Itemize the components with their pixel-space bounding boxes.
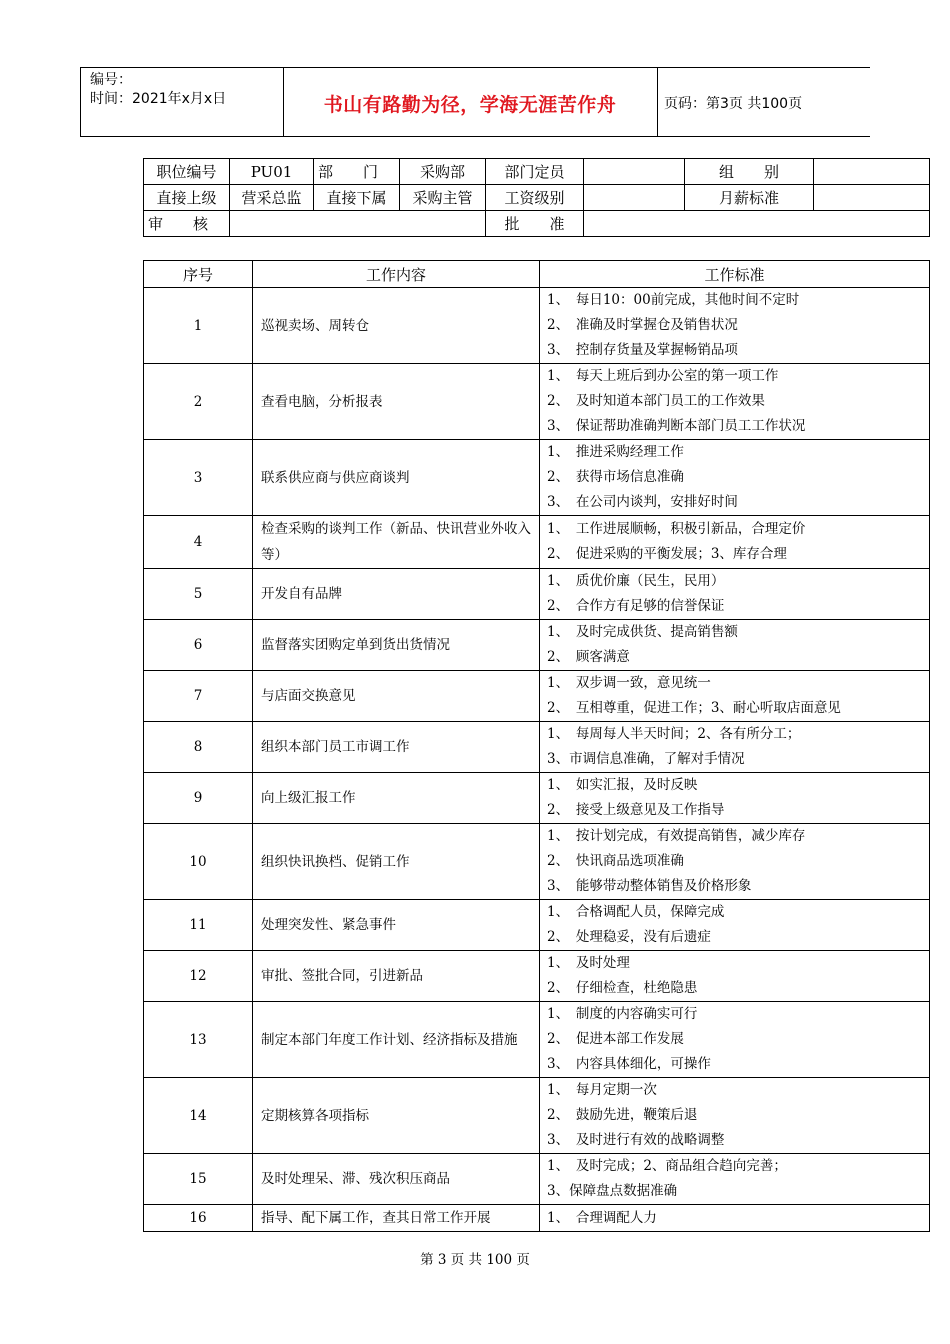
page-footer: 第 3 页 共 100 页	[420, 1252, 530, 1268]
header-code-label: 编号：	[90, 72, 132, 88]
row-number: 12	[144, 951, 253, 1002]
standard-line: 2、 互相尊重，促进工作；3、耐心听取店面意见	[547, 700, 841, 716]
standard-line: 3、保障盘点数据准确	[547, 1183, 678, 1199]
standard-line: 3、 控制存货量及掌握畅销品项	[547, 342, 738, 358]
row-standards	[540, 569, 930, 620]
row-number: 4	[144, 516, 253, 569]
row-number: 13	[144, 1002, 253, 1078]
row-content: 巡视卖场、周转仓	[253, 288, 540, 364]
row-standards	[540, 516, 930, 569]
table-row	[144, 671, 930, 722]
row-content: 联系供应商与供应商谈判	[253, 440, 540, 516]
table-header-row	[144, 261, 930, 288]
approve-label: 批 准	[486, 211, 584, 237]
row-content: 处理突发性、紧急事件	[253, 900, 540, 951]
info-row-2	[144, 185, 930, 211]
table-row	[144, 1205, 930, 1232]
row-content: 及时处理呆、滞、残次积压商品	[253, 1154, 540, 1205]
row-number: 3	[144, 440, 253, 516]
standard-line: 1、 及时完成；2、商品组合趋向完善；	[547, 1158, 787, 1174]
header-border-left	[80, 68, 81, 136]
row-content: 定期核算各项指标	[253, 1078, 540, 1154]
row-standards	[540, 1205, 930, 1232]
row-number: 8	[144, 722, 253, 773]
table-row	[144, 364, 930, 440]
row-standards	[540, 1154, 930, 1205]
row-standards	[540, 951, 930, 1002]
row-standards	[540, 671, 930, 722]
standard-line: 3、 及时进行有效的战略调整	[547, 1132, 725, 1148]
table-row	[144, 1078, 930, 1154]
headcount-value	[584, 159, 685, 185]
row-content: 制定本部门年度工作计划、经济指标及措施	[253, 1002, 540, 1078]
position-info-table	[143, 158, 930, 237]
standard-line: 3、市调信息准确，了解对手情况	[547, 751, 745, 767]
standard-line: 2、 鼓励先进，鞭策后退	[547, 1107, 698, 1123]
job-duties-table	[143, 260, 930, 1232]
table-body	[144, 288, 930, 1232]
row-number: 1	[144, 288, 253, 364]
subordinate-value: 采购主管	[400, 185, 486, 211]
standard-line: 2、 接受上级意见及工作指导	[547, 802, 725, 818]
position-code-value: PU01	[230, 159, 314, 185]
standard-line: 3、 能够带动整体销售及价格形象	[547, 878, 752, 894]
row-content: 组织本部门员工市调工作	[253, 722, 540, 773]
row-number: 11	[144, 900, 253, 951]
row-standards	[540, 773, 930, 824]
row-number: 9	[144, 773, 253, 824]
supervisor-value: 营采总监	[230, 185, 314, 211]
standard-line: 2、 处理稳妥，没有后遗症	[547, 929, 711, 945]
row-number: 5	[144, 569, 253, 620]
salary-grade-value	[584, 185, 685, 211]
info-row-3	[144, 211, 930, 237]
standard-line: 1、 双步调一致，意见统一	[547, 675, 711, 691]
row-number: 15	[144, 1154, 253, 1205]
column-header-no: 序号	[144, 261, 253, 288]
standard-line: 1、 合格调配人员，保障完成	[547, 904, 725, 920]
review-value	[230, 211, 486, 237]
headcount-label: 部门定员	[486, 159, 584, 185]
standard-line: 2、 促进采购的平衡发展；3、库存合理	[547, 546, 787, 562]
column-header-standard: 工作标准	[540, 261, 930, 288]
column-header-content: 工作内容	[253, 261, 540, 288]
header-divider-2	[657, 68, 658, 136]
info-row-1	[144, 159, 930, 185]
standard-line: 1、 每天上班后到办公室的第一项工作	[547, 368, 779, 384]
header-page-label: 页码：第3页 共100页	[664, 96, 803, 112]
header-meta	[90, 71, 226, 109]
table-row	[144, 951, 930, 1002]
row-number: 14	[144, 1078, 253, 1154]
monthly-salary-label: 月薪标准	[685, 185, 814, 211]
table-row	[144, 620, 930, 671]
standard-line: 3、 在公司内谈判，安排好时间	[547, 494, 738, 510]
row-content: 组织快讯换档、促销工作	[253, 824, 540, 900]
header-date-label: 时间：2021年x月x日	[90, 91, 227, 107]
table-row	[144, 773, 930, 824]
row-content: 检查采购的谈判工作（新品、快讯营业外收入等）	[253, 516, 540, 569]
standard-line: 3、 保证帮助准确判断本部门员工工作状况	[547, 418, 806, 434]
standard-line: 1、 每周每人半天时间；2、各有所分工；	[547, 726, 801, 742]
row-standards	[540, 288, 930, 364]
standard-line: 1、 推进采购经理工作	[547, 444, 684, 460]
row-number: 16	[144, 1205, 253, 1232]
approve-value	[584, 211, 930, 237]
standard-line: 1、 合理调配人力	[547, 1209, 657, 1226]
standard-line: 2、 顾客满意	[547, 649, 630, 665]
standard-line: 1、 按计划完成，有效提高销售，减少库存	[547, 828, 806, 844]
group-value	[814, 159, 930, 185]
row-content: 开发自有品牌	[253, 569, 540, 620]
standard-line: 2、 合作方有足够的信誉保证	[547, 598, 725, 614]
standard-line: 2、 及时知道本部门员工的工作效果	[547, 393, 765, 409]
row-content: 指导、配下属工作，查其日常工作开展	[253, 1205, 540, 1232]
row-standards	[540, 1002, 930, 1078]
header-motto: 书山有路勤为径，学海无涯苦作舟	[323, 94, 617, 116]
position-code-label: 职位编号	[144, 159, 230, 185]
standard-line: 1、 质优价廉（民生，民用）	[547, 573, 725, 589]
standard-line: 2、 获得市场信息准确	[547, 469, 684, 485]
subordinate-label: 直接下属	[314, 185, 400, 211]
standard-line: 1、 及时完成供货、提高销售额	[547, 624, 738, 640]
row-content: 与店面交换意见	[253, 671, 540, 722]
row-number: 7	[144, 671, 253, 722]
standard-line: 3、 内容具体细化，可操作	[547, 1056, 711, 1072]
table-row	[144, 440, 930, 516]
row-number: 10	[144, 824, 253, 900]
monthly-salary-value	[814, 185, 930, 211]
row-content: 审批、签批合同，引进新品	[253, 951, 540, 1002]
row-standards	[540, 440, 930, 516]
department-label: 部 门	[314, 159, 400, 185]
standard-line: 1、 工作进展顺畅，积极引新品，合理定价	[547, 521, 806, 537]
row-standards	[540, 722, 930, 773]
standard-line: 1、 及时处理	[547, 955, 630, 971]
standard-line: 2、 促进本部工作发展	[547, 1031, 684, 1047]
table-row	[144, 516, 930, 569]
standard-line: 2、 仔细检查，杜绝隐患	[547, 980, 698, 996]
standard-line: 1、 如实汇报，及时反映	[547, 777, 698, 793]
standard-line: 1、 每月定期一次	[547, 1082, 657, 1098]
table-row	[144, 824, 930, 900]
row-content: 查看电脑，分析报表	[253, 364, 540, 440]
department-value: 采购部	[400, 159, 486, 185]
supervisor-label: 直接上级	[144, 185, 230, 211]
standard-line: 1、 制度的内容确实可行	[547, 1006, 698, 1022]
row-standards	[540, 364, 930, 440]
row-standards	[540, 900, 930, 951]
table-row	[144, 288, 930, 364]
standard-line: 1、 每日10：00前完成，其他时间不定时	[547, 292, 800, 308]
row-content: 监督落实团购定单到货出货情况	[253, 620, 540, 671]
standard-line: 2、 准确及时掌握仓及销售状况	[547, 317, 738, 333]
row-content: 向上级汇报工作	[253, 773, 540, 824]
group-label: 组 别	[685, 159, 814, 185]
salary-grade-label: 工资级别	[486, 185, 584, 211]
standard-line: 2、 快讯商品选项准确	[547, 853, 684, 869]
row-number: 2	[144, 364, 253, 440]
table-row	[144, 722, 930, 773]
table-row	[144, 1002, 930, 1078]
table-row	[144, 569, 930, 620]
row-standards	[540, 1078, 930, 1154]
review-label: 审 核	[144, 211, 230, 237]
table-row	[144, 1154, 930, 1205]
page-header	[80, 67, 870, 137]
row-number: 6	[144, 620, 253, 671]
row-standards	[540, 824, 930, 900]
row-standards	[540, 620, 930, 671]
table-row	[144, 900, 930, 951]
